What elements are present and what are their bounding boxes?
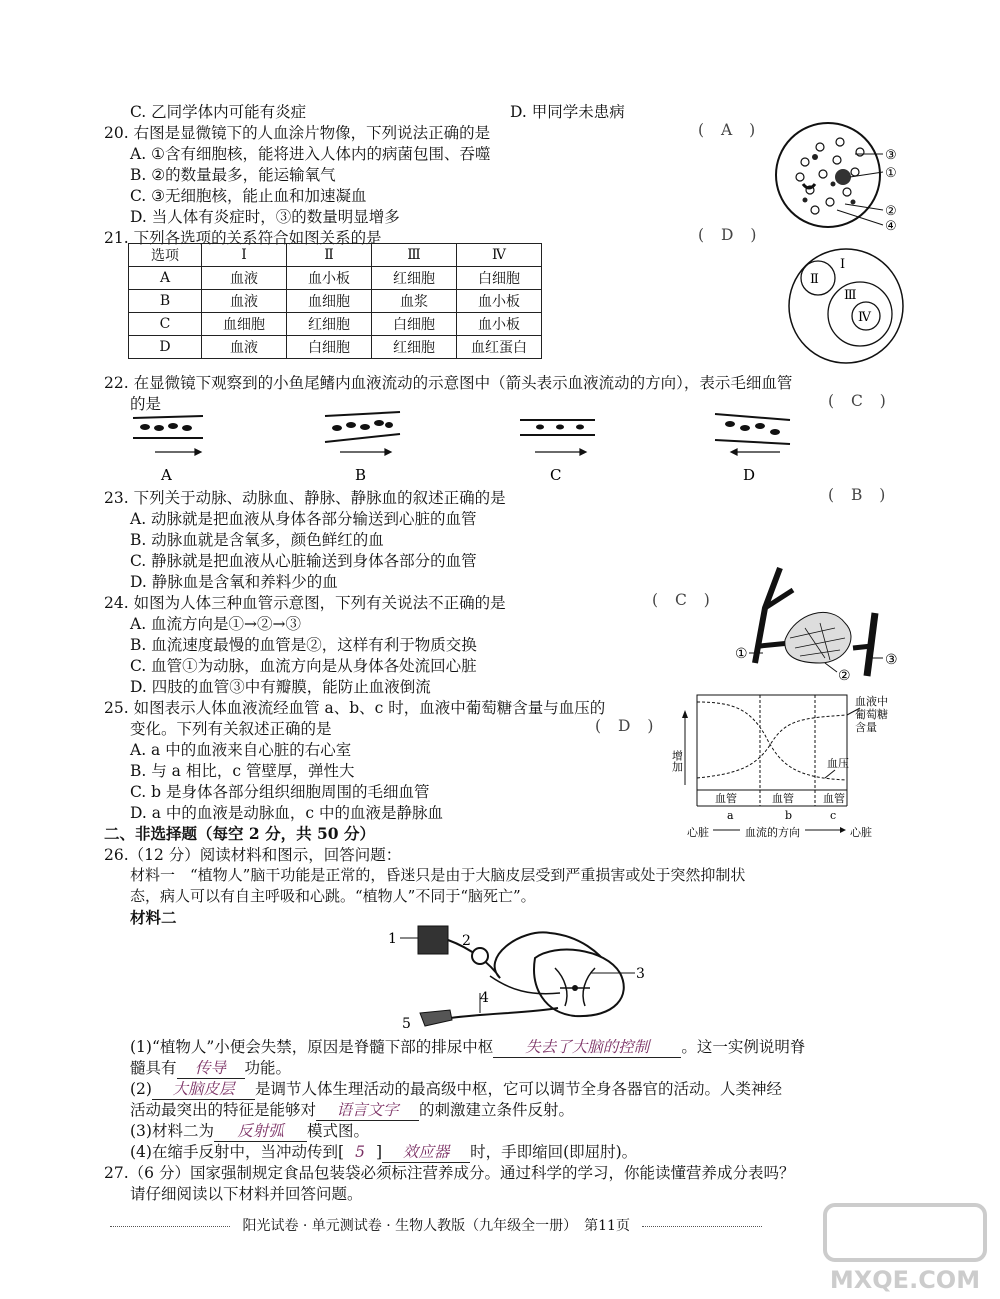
footer-rule-right (642, 1226, 762, 1227)
q24-option-d: D. 四肢的血管③中有瓣膜，能防止血液倒流 (130, 678, 431, 696)
q20-stem: 20. 右图是显微镜下的人血涂片物像，下列说法正确的是 (104, 124, 491, 142)
table-row (129, 267, 542, 290)
q26-part2-text2: 是调节人体生理活动的最高级中枢，它可以调节全身各器官的活动。人类神经 (254, 1080, 782, 1098)
q24-option-c: C. 血管①为动脉，血流方向是从身体各处流回心脏 (130, 657, 477, 675)
table-cell: D (129, 336, 202, 359)
reflex-arc-figure (380, 918, 650, 1033)
q19-option-d: D. 甲同学未患病 (510, 103, 625, 121)
table-cell: 血细胞 (287, 290, 372, 313)
q20-answer: ( A ) (698, 121, 762, 139)
blood-vessel-figure (735, 568, 910, 683)
q21-stem: 21. 下列各选项的关系符合如图关系的是 (104, 229, 382, 247)
circle-label-ii: Ⅱ (810, 272, 819, 287)
option-d-label: D (743, 466, 756, 484)
answer-effector: 效应器 (382, 1140, 470, 1163)
option-b-label: B (355, 466, 367, 484)
vessel-a-label: 血管 (715, 792, 737, 805)
q26-part1-cont (130, 1056, 291, 1079)
table-cell: B (129, 290, 202, 313)
q25-option-d: D. a 中的血液是动脉血，c 中的血液是静脉血 (130, 804, 444, 822)
smear-label-4: ④ (885, 219, 897, 234)
q25-stem-cont: 变化。下列有关叙述正确的是 (130, 720, 332, 738)
set-relation-figure (788, 246, 906, 368)
q23-option-a: A. 动脉就是把血液从身体各部分输送到心脏的血管 (130, 510, 477, 528)
q20-option-b: B. ②的数量最多，能运输氧气 (130, 166, 336, 184)
table-row (129, 336, 542, 359)
arc-label-4: 4 (480, 990, 489, 1006)
q26-part4 (130, 1140, 637, 1163)
table-row (129, 313, 542, 336)
q26-part3-text2: 模式图。 (306, 1122, 369, 1140)
flow-direction-label: 血流的方向 (745, 826, 800, 839)
table-cell: Ⅰ (202, 244, 287, 267)
q26-material2: 材料二 (130, 908, 177, 927)
answer-language: 语言文字 (316, 1098, 419, 1121)
table-cell: 血液 (202, 336, 287, 359)
q25-option-a: A. a 中的血液来自心脏的右心室 (130, 741, 352, 759)
smear-label-1: ① (885, 166, 897, 181)
q19-option-c: C. 乙同学体内可能有炎症 (130, 103, 307, 121)
footer-text: 阳光试卷 · 单元测试卷 · 生物人教版（九年级全一册） 第11页 (242, 1218, 630, 1234)
table-cell: 血小板 (457, 290, 542, 313)
a-label: a (727, 809, 734, 822)
c-label: c (830, 809, 837, 822)
q24-option-b: B. 血流速度最慢的血管是②，这样有利于物质交换 (130, 636, 477, 654)
table-cell: Ⅲ (372, 244, 457, 267)
q25-option-c: C. b 是身体各部分组织细胞周围的毛细血管 (130, 783, 430, 801)
table-cell: 红细胞 (372, 336, 457, 359)
q21-table (128, 243, 542, 359)
arc-label-1: 1 (388, 931, 397, 947)
footer-rule-left (110, 1226, 230, 1227)
circle-label-iv: Ⅳ (858, 310, 871, 325)
q26-part1-text: (1)“植物人”小便会失禁，原因是脊髓下部的排尿中枢 (130, 1038, 494, 1056)
answer-reflex-arc: 反射弧 (214, 1119, 307, 1142)
q20-option-c: C. ③无细胞核，能止血和加速凝血 (130, 187, 367, 205)
pressure-label: 血压 (827, 757, 849, 770)
q26-material1: 材料一 “植物人”脑干功能是正常的，昏迷只是由于大脑皮层受到严重损害或处于突然抑制状 (130, 866, 746, 884)
glucose-label-2: 葡萄糖 (855, 708, 888, 721)
q22-stem: 22. 在显微镜下观察到的小鱼尾鳍内血液流动的示意图中（箭头表示血液流动的方向），表示毛细血管 (104, 374, 793, 392)
smear-label-2: ② (885, 204, 897, 219)
q22-answer: ( C ) (828, 392, 892, 410)
q23-option-b: B. 动脉血就是含氧多，颜色鲜红的血 (130, 531, 384, 549)
q26-part1-text4: 功能。 (244, 1059, 292, 1077)
q26-part3-text: (3)材料二为 (130, 1122, 214, 1140)
q23-answer: ( B ) (828, 486, 892, 504)
q26-part2 (130, 1077, 782, 1100)
table-row (129, 290, 542, 313)
vessel-label-1: ① (735, 646, 748, 662)
q24-option-a: A. 血流方向是①→②→③ (130, 615, 302, 633)
q25-option-b: B. 与 a 相比，c 管壁厚，弹性大 (130, 762, 355, 780)
watermark-text: MXQE.COM (829, 1266, 981, 1294)
vessel-label-2: ② (838, 668, 851, 684)
vessel-b-label: 血管 (772, 792, 794, 805)
answer-brain-control: 失去了大脑的控制 (493, 1035, 681, 1058)
table-cell: 血细胞 (202, 313, 287, 336)
table-cell: C (129, 313, 202, 336)
q26-part2-cont (130, 1098, 574, 1121)
vessel-label-3: ③ (885, 652, 898, 668)
table-cell: Ⅳ (457, 244, 542, 267)
table-cell: Ⅱ (287, 244, 372, 267)
table-cell: 血液 (202, 267, 287, 290)
table-cell: A (129, 267, 202, 290)
q25-answer: ( D ) (595, 717, 660, 735)
table-cell: 白细胞 (287, 336, 372, 359)
q24-answer: ( C ) (652, 591, 716, 609)
q26-part2-text3: 活动最突出的特征是能够对 (130, 1101, 317, 1119)
table-cell: 红细胞 (287, 313, 372, 336)
q26-part2-text: (2) (130, 1080, 152, 1098)
q24-stem: 24. 如图为人体三种血管示意图，下列有关说法不正确的是 (104, 594, 506, 612)
q26-part1 (130, 1035, 805, 1058)
answer-cerebral-cortex: 大脑皮层 (152, 1077, 255, 1100)
table-cell: 白细胞 (457, 267, 542, 290)
b-label: b (785, 809, 793, 822)
vessel-c-label: 血管 (823, 792, 845, 805)
circle-label-i: Ⅰ (840, 257, 846, 272)
q26-part2-text4: 的刺激建立条件反射。 (419, 1101, 575, 1119)
table-cell: 血小板 (457, 313, 542, 336)
q27-stem-cont: 请仔细阅读以下材料并回答问题。 (130, 1185, 363, 1203)
arc-label-2: 2 (462, 933, 471, 949)
table-cell: 血浆 (372, 290, 457, 313)
glucose-label: 血液中 (855, 695, 888, 708)
table-cell: 白细胞 (372, 313, 457, 336)
q26-material1-cont: 态，病人可以有自主呼吸和心跳。“植物人”不同于“脑死亡”。 (130, 887, 536, 905)
heart-left-label: 心脏 (687, 826, 709, 839)
q21-answer: ( D ) (698, 226, 763, 244)
watermark-logo (815, 1200, 995, 1296)
q26-stem: 26.（12 分）阅读材料和图示，回答问题： (104, 846, 402, 864)
q26-part1-text3: 髓具有 (130, 1059, 177, 1077)
q25-stem: 25. 如图表示人体血液流经血管 a、b、c 时，血液中葡萄糖含量与血压的 (104, 699, 606, 717)
q22-stem-cont: 的是 (130, 395, 162, 413)
table-cell: 选项 (129, 244, 202, 267)
q23-option-c: C. 静脉就是把血液从心脏输送到身体各部分的血管 (130, 552, 477, 570)
section-heading: 二、非选择题（每空 2 分，共 50 分） (104, 824, 375, 843)
option-c-label: C (550, 466, 562, 484)
q26-part1-text2: 。这一实例说明脊 (681, 1038, 806, 1056)
page-footer (110, 1215, 890, 1235)
q23-option-d: D. 静脉血是含氧和养料少的血 (130, 573, 338, 591)
table-cell: 红细胞 (372, 267, 457, 290)
table-cell: 血红蛋白 (457, 336, 542, 359)
q20-option-a: A. ①含有细胞核，能将进入人体内的病菌包围、吞噬 (130, 145, 491, 163)
glucose-pressure-graph (670, 690, 900, 840)
answer-conduction: 传导 (177, 1056, 245, 1079)
smear-label-3: ③ (885, 148, 897, 163)
q26-part4-bracket: ] (376, 1143, 383, 1161)
q26-part4-text2: 时，手即缩回(即屈肘)。 (470, 1143, 638, 1161)
q20-option-d: D. 当人体有炎症时，③的数量明显增多 (130, 208, 400, 226)
q26-part4-text: (4)在缩手反射中，当冲动传到[ (130, 1143, 345, 1161)
table-cell: 血液 (202, 290, 287, 313)
circle-label-iii: Ⅲ (844, 288, 857, 303)
arc-label-5: 5 (402, 1016, 411, 1032)
table-cell: 血小板 (287, 267, 372, 290)
option-a-label: A (161, 466, 172, 484)
capillary-figures (125, 410, 905, 485)
y-axis-label: 增加 (670, 750, 684, 772)
arc-label-3: 3 (636, 966, 645, 982)
q26-part3 (130, 1119, 369, 1142)
table-header-row (129, 244, 542, 267)
glucose-label-3: 含量 (855, 721, 877, 734)
heart-right-label: 心脏 (850, 826, 872, 839)
blood-smear-figure (775, 122, 905, 240)
q27-stem: 27.（6 分）国家强制规定食品包装袋必须标注营养成分。通过科学的学习，你能读懂营养成分表吗？ (104, 1164, 795, 1182)
q23-stem: 23. 下列关于动脉、动脉血、静脉、静脉血的叙述正确的是 (104, 489, 506, 507)
answer-number: 5 (355, 1143, 365, 1161)
